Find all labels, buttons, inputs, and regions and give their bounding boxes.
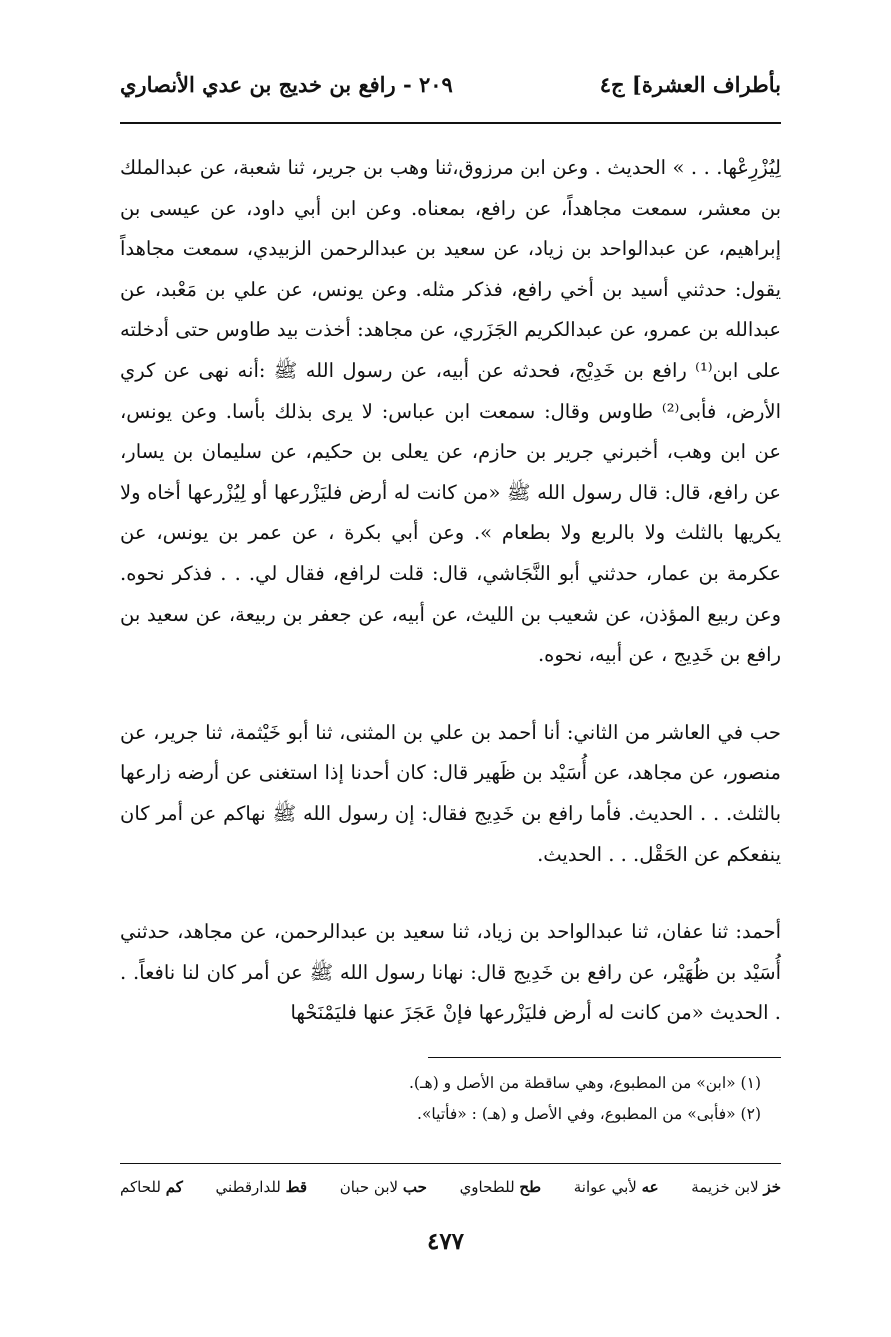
abbreviation-item: قط للدارقطني	[215, 1178, 308, 1196]
paragraph-1: لِيُزْرِعْها. . . » الحديث . وعن ابن مرزوق،ثنا وهب بن جرير، ثنا شعبة، عن عبدالملك بن معشر، سمعت مجاهداً، عن رافع، بمعناه. وعن ابن أبي داود، عن عيسى بن إبراهيم، عن عبدالواحد بن زياد، عن سعيد بن عبدالرحمن الزبيدي، سمعت مجاهداً يقول: حدثني أسيد بن أخي رافع، فذكر مثله. وعن يونس، عن علي بن مَعْبد، عن عبدالله بن عمرو، عن عبدالكريم الجَزَري، عن مجاهد: أخذت بيد طاوس حتى أدخلته على ابن⁽¹⁾ رافع بن خَدِيْج، فحدثه عن أبيه، عن رسول الله ﷺ :أنه نهى عن كري الأرض، فأبى⁽²⁾ طاوس وقال: سمعت ابن عباس: لا يرى بذلك بأسا. وعن يونس، عن ابن وهب، أخبرني جرير بن حازم، عن يعلى بن حكيم، عن سليمان بن يسار، عن رافع، قال: قال رسول الله ﷺ «من كانت له أرض فليَزْرعها أو لِيُزْرعها أخاه ولا يكريها بالثلث ولا بالربع ولا بطعام ». وعن أبي بكرة ، عن عمر بن يونس، عن عكرمة بن عمار، حدثني أبو النَّجَاشي، قال: قلت لرافع، فقال لي. . . فذكر نحوه. وعن ربيع المؤذن، عن شعيب بن الليث، عن أبيه، عن جعفر بن ربيعة، عن سعيد بن رافع بن خَدِيج ، عن أبيه، نحوه.	[120, 156, 781, 667]
abbreviation-item: عه لأبي عوانة	[573, 1178, 659, 1196]
abbreviations-rule	[120, 1163, 781, 1164]
book-title: بأطراف العشرة] ج٤	[599, 72, 781, 97]
paragraph-2: حب في العاشر من الثاني: أنا أحمد بن علي بن المثنى، ثنا أبو خَيْثمة، ثنا جرير، عن منصور، عن مجاهد، عن أُسَيْد بن ظَهير قال: كان أحدنا إذا استغنى عن أرضه زارعها بالثلث. . . الحديث. فأما رافع بن خَدِيج فقال: إن رسول الله ﷺ نهاكم عن أمر كان ينفعكم عن الحَقْل. . . الحديث.	[120, 720, 781, 866]
footnotes	[120, 1068, 781, 1130]
abbreviation-item: كم للحاكم	[120, 1178, 183, 1196]
abbreviation-item: حب لابن حبان	[339, 1178, 427, 1196]
footnote-1: (١) «ابن» من المطبوع، وهي ساقطة من الأصل و (هـ).	[409, 1074, 761, 1092]
entry-title: ٢٠٩ - رافع بن خديج بن عدي الأنصاري	[120, 72, 453, 97]
abbreviation-item: طح للطحاوي	[459, 1178, 542, 1196]
paragraph-3: أحمد: ثنا عفان، ثنا عبدالواحد بن زياد، ثنا سعيد بن عبدالرحمن، عن مجاهد، حدثني أُسَيْد بن ظُهَيْر، عن رافع بن خَدِيج قال: نهانا رسول الله ﷺ عن أمر كان لنا نافعاً. . . الحديث «من كانت له أرض فليَزْرعها فإنْ عَجَزَ عنها فليَمْنَحْها	[120, 920, 781, 1025]
page-number: ٤٧٧	[426, 1228, 465, 1255]
footnote-2: (٢) «فأبى» من المطبوع، وفي الأصل و (هـ) : «فأتيا».	[417, 1105, 761, 1123]
main-text	[120, 148, 781, 1034]
running-header	[120, 72, 781, 97]
header-rule	[120, 122, 781, 124]
abbreviation-item: خز لابن خزيمة	[691, 1178, 781, 1196]
footnote-rule	[428, 1057, 781, 1058]
abbreviations-key	[120, 1178, 781, 1196]
